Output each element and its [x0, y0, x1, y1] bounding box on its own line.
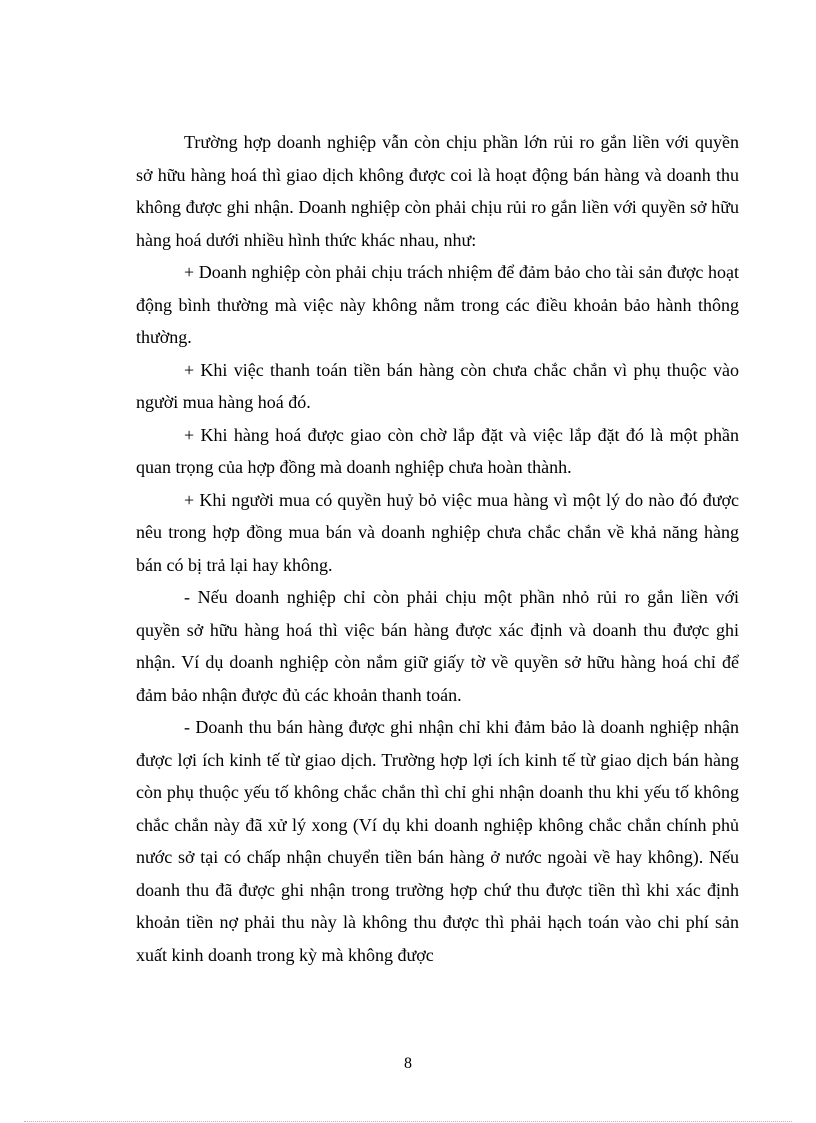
paragraph: - Nếu doanh nghiệp chỉ còn phải chịu một phần nhỏ rủi ro gắn liền với quyền sở hữu hàng hoá thì việc bán hàng được xác định và doanh thu được ghi nhận. Ví dụ doanh nghiệp còn nắm giữ giấy tờ về quyền sở hữu hàng hoá chỉ để đảm bảo nhận được đủ các khoản thanh toán.	[136, 587, 739, 705]
paragraph: Trường hợp doanh nghiệp vẫn còn chịu phần lớn rủi ro gắn liền với quyền sở hữu hàng hoá thì giao dịch không được coi là hoạt động bán hàng và doanh thu không được ghi nhận. Doanh nghiệp còn phải chịu rủi ro gắn liền với quyền sở hữu hàng hoá dưới nhiều hình thức khác nhau, như:	[136, 132, 739, 250]
page-bottom-divider	[24, 1121, 792, 1122]
page-number: 8	[404, 1055, 412, 1072]
paragraph: + Khi việc thanh toán tiền bán hàng còn chưa chắc chắn vì phụ thuộc vào người mua hàng hoá đó.	[136, 359, 739, 412]
paragraph: + Khi hàng hoá được giao còn chờ lắp đặt và việc lắp đặt đó là một phần quan trọng của hợp đồng mà doanh nghiệp chưa hoàn thành.	[136, 424, 739, 477]
paragraph: - Doanh thu bán hàng được ghi nhận chỉ khi đảm bảo là doanh nghiệp nhận được lợi ích kinh tế từ giao dịch. Trường hợp lợi ích kinh tế từ giao dịch bán hàng còn phụ thuộc yếu tố không chắc chắn thì chỉ ghi nhận doanh thu khi yếu tố không chắc chắn này đã xử lý xong (Ví dụ khi doanh nghiệp không chắc chắn chính phủ nước sở tại có chấp nhận chuyển tiền bán hàng ở nước ngoài về hay không). Nếu doanh thu đã được ghi nhận trong trường hợp chứ thu được tiền thì khi xác định khoản tiền nợ phải thu này là không thu được thì phải hạch toán vào chi phí sản xuất kinh doanh trong kỳ mà không được	[136, 717, 739, 965]
paragraph: + Khi người mua có quyền huỷ bỏ việc mua hàng vì một lý do nào đó được nêu trong hợp đồng mua bán và doanh nghiệp chưa chắc chắn về khả năng hàng bán có bị trả lại hay không.	[136, 489, 739, 575]
body-text	[136, 126, 739, 971]
paragraph: + Doanh nghiệp còn phải chịu trách nhiệm để đảm bảo cho tài sản được hoạt động bình thường mà việc này không nằm trong các điều khoản bảo hành thông thường.	[136, 262, 739, 347]
